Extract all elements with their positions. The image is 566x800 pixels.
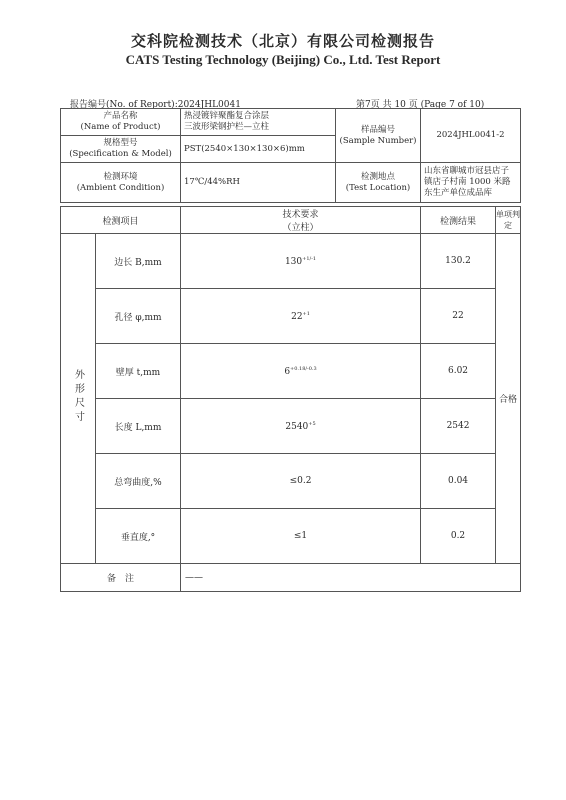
req-value: ≤0.2 [289,476,312,486]
row-requirement [181,344,421,399]
spec-value: PST(2540×130×130×6)mm [181,136,336,163]
table-row [61,344,521,399]
row-item: 总弯曲度,% [96,454,181,509]
req-tolerance: +0.18/-0.3 [290,365,317,372]
remark-value: —— [181,564,521,592]
table-row [61,399,521,454]
results-header-row [61,207,521,234]
category-label: 外形尺寸 [72,369,84,425]
remark-row [61,564,521,592]
row-item: 孔径 φ,mm [96,289,181,344]
header-req-line: 技术要求 [282,210,319,220]
label-en: (Test Location) [345,182,411,193]
product-value [181,109,336,136]
info-row [61,109,521,136]
header-judgment: 单项判定 [496,207,521,234]
value-line: 东生产单位成品库 [424,188,493,198]
product-info-table [60,108,521,203]
label-en: (Sample Number) [339,135,417,146]
sample-value: 2024JHL0041-2 [421,109,521,163]
req-value: 22 [291,311,303,322]
remark-label: 备 注 [61,564,181,592]
label-cn: 规格型号 [103,138,138,148]
product-label [61,109,181,136]
category-cell [61,234,96,564]
env-label [61,163,181,203]
req-value: ≤1 [293,531,308,541]
row-item: 边长 B,mm [96,234,181,289]
row-item: 长度 L,mm [96,399,181,454]
row-requirement [181,509,421,564]
header-requirement [181,207,421,234]
row-requirement [181,454,421,509]
row-item: 垂直度,° [96,509,181,564]
location-label [336,163,421,203]
row-requirement [181,289,421,344]
row-requirement [181,399,421,454]
row-result: 0.04 [421,454,496,509]
row-result: 0.2 [421,509,496,564]
label-en: (Ambient Condition) [76,182,165,193]
label-cn: 产品名称 [103,111,138,121]
table-row [61,454,521,509]
label-cn: 检测环境 [103,171,138,182]
label-en: (Name of Product) [80,122,161,132]
label-cn: 样品编号 [360,124,395,135]
value-line: 山东省聊城市冠县店子 [424,166,510,176]
table-row [61,509,521,564]
req-value: 2540 [285,421,309,432]
header-item: 检测项目 [61,207,181,234]
req-tolerance: +1/-1 [302,255,317,262]
req-tolerance: +5 [308,420,316,427]
row-result: 6.02 [421,344,496,399]
info-row [61,163,521,203]
spec-label [61,136,181,163]
test-results-table [60,206,521,592]
req-value: 6 [284,366,291,377]
row-item: 壁厚 t,mm [96,344,181,399]
report-number: 报告编号(No. of Report):2024JHL0041 [70,100,241,110]
location-value [421,163,521,203]
page-indicator: 第7页 共 10 页 (Page 7 of 10) [356,100,485,110]
row-result: 22 [421,289,496,344]
table-row [61,289,521,344]
sample-label [336,109,421,163]
value-line: 镇店子村南 1000 米路 [424,177,511,187]
report-title-cn: 交科院检测技术（北京）有限公司检测报告 [130,32,435,50]
table-row [61,234,521,289]
row-result: 2542 [421,399,496,454]
label-en: (Specification & Model) [69,149,172,159]
header-req-line: （立柱） [282,223,319,233]
env-value: 17℃/44%RH [181,163,336,203]
value-line: 热浸镀锌聚酯复合涂层 [184,111,270,121]
req-value: 130 [284,256,303,267]
req-tolerance: +1 [302,310,310,317]
row-result: 130.2 [421,234,496,289]
judgment-cell: 合格 [496,234,521,564]
report-title-en: CATS Testing Technology (Beijing) Co., Ltd. Test Report [125,52,441,67]
row-requirement [181,234,421,289]
value-line: 三波形梁钢护栏—立柱 [184,122,270,132]
header-result: 检测结果 [421,207,496,234]
label-cn: 检测地点 [360,171,395,182]
